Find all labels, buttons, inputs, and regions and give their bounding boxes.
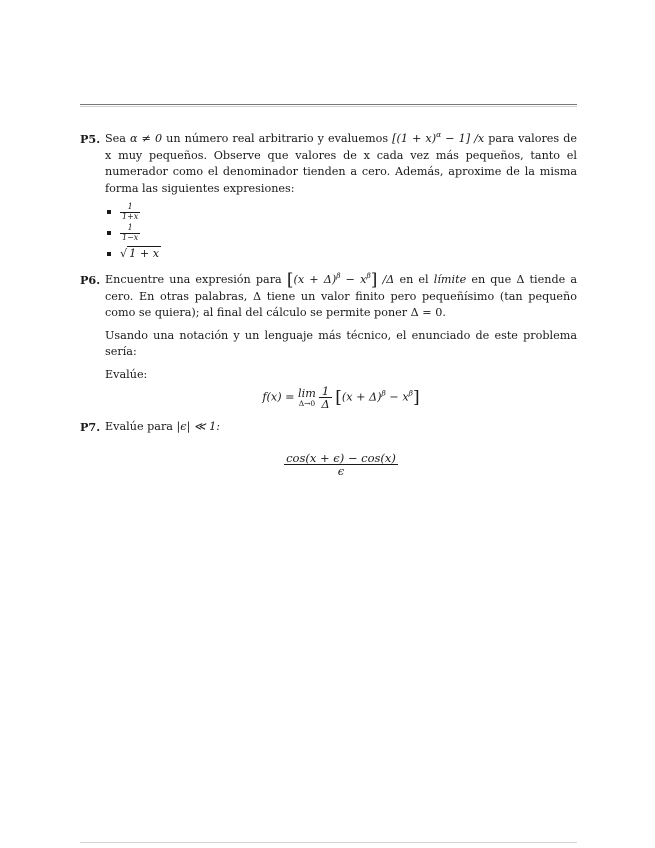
math-superscript: α <box>436 130 442 139</box>
fraction-denominator: ϵ <box>337 463 345 478</box>
math-inline: |ϵ| ≪ 1: <box>176 420 221 434</box>
bracket-open: [ <box>286 270 294 290</box>
header-rule-thin <box>80 106 577 107</box>
fraction-denominator: 1+x <box>122 211 139 221</box>
math-superscript: β <box>381 388 386 398</box>
problem-p5 <box>80 131 577 263</box>
list-item <box>105 203 577 221</box>
fraction <box>319 385 331 410</box>
problem-text <box>105 272 577 410</box>
text-run: un número real arbitrario y evaluemos <box>162 132 393 145</box>
limit-subscript: Δ→0 <box>298 398 316 408</box>
bracket-close: ] <box>370 270 378 290</box>
problem-list <box>80 131 577 486</box>
square-root <box>120 245 161 263</box>
bracket-open: [ <box>335 387 342 408</box>
problem-paragraph: Evalúe: <box>105 367 148 381</box>
fraction-numerator: cos(x + ϵ) − cos(x) <box>286 450 396 465</box>
equation-term: (x + Δ) <box>341 390 382 404</box>
emphasis-word: límite <box>433 273 467 286</box>
problem-text <box>105 131 577 263</box>
problem-p7 <box>80 419 577 477</box>
text-run: en el <box>394 273 434 286</box>
bullet-square-icon <box>107 210 111 214</box>
problem-paragraph: Usando una notación y un lenguaje más técnico, el enunciado de este problema sería: <box>105 328 577 358</box>
fraction-numerator: 1 <box>319 385 331 398</box>
math-inline: α ≠ 0 <box>130 132 163 145</box>
math-superscript: β <box>366 271 371 280</box>
fraction-denominator: Δ <box>321 397 330 412</box>
problem-label: P5. <box>80 132 101 146</box>
text-run: Encuentre una expresión para <box>105 273 287 286</box>
radicand: 1 + x <box>129 247 160 260</box>
math-inline: [(1 + x) <box>392 132 437 145</box>
math-superscript: β <box>336 271 341 280</box>
fraction-denominator: 1−x <box>122 232 139 242</box>
problem-label: P7. <box>80 420 101 435</box>
text-run: en que Δ tiende a cero. En otras palabras, Δ tiene un valor finito pero pequeñísimo (tan pequeño como se quiera); al final del cálculo se permite poner Δ = 0. <box>105 273 578 319</box>
bullet-square-icon <box>107 252 111 256</box>
footer-rule <box>80 842 577 843</box>
radical-sign: √ <box>120 247 128 260</box>
problem-statement <box>105 419 577 436</box>
bracket-close: ] <box>412 387 420 408</box>
limit-word: lim <box>298 386 316 400</box>
problem-statement <box>105 131 577 197</box>
limit-operator <box>298 388 316 408</box>
display-equation <box>105 452 577 477</box>
text-run: Evalúe para <box>105 420 177 434</box>
problem-text <box>105 419 577 436</box>
equation-term: − x <box>385 390 409 404</box>
bullet-square-icon <box>107 231 111 235</box>
math-inline: /Δ <box>377 273 395 286</box>
expression-list <box>105 203 577 263</box>
math-superscript: β <box>408 388 413 398</box>
display-equation <box>105 385 577 410</box>
text-run: Sea <box>105 132 130 145</box>
problem-p6 <box>80 272 577 410</box>
fraction-numerator: 1 <box>120 224 140 233</box>
list-item <box>105 224 577 242</box>
fraction <box>120 224 140 242</box>
equation-lhs: f(x) = <box>262 390 299 404</box>
header-rule <box>80 104 577 105</box>
list-item <box>105 245 577 263</box>
text-run: para valores de x muy pequeños. Observe que valores de x cada vez más pequeños, tanto el numerador como el denominador tienden a cero. Además, aproxime de la misma forma las siguientes expresiones: <box>105 132 577 195</box>
fraction <box>284 452 398 477</box>
math-inline: − 1] /x <box>441 132 485 145</box>
fraction <box>120 203 140 221</box>
fraction-numerator: 1 <box>120 203 140 212</box>
math-inline: − x <box>340 273 367 286</box>
problem-statement <box>105 272 577 322</box>
math-inline: (x + Δ) <box>293 273 337 286</box>
problem-label: P6. <box>80 273 101 287</box>
